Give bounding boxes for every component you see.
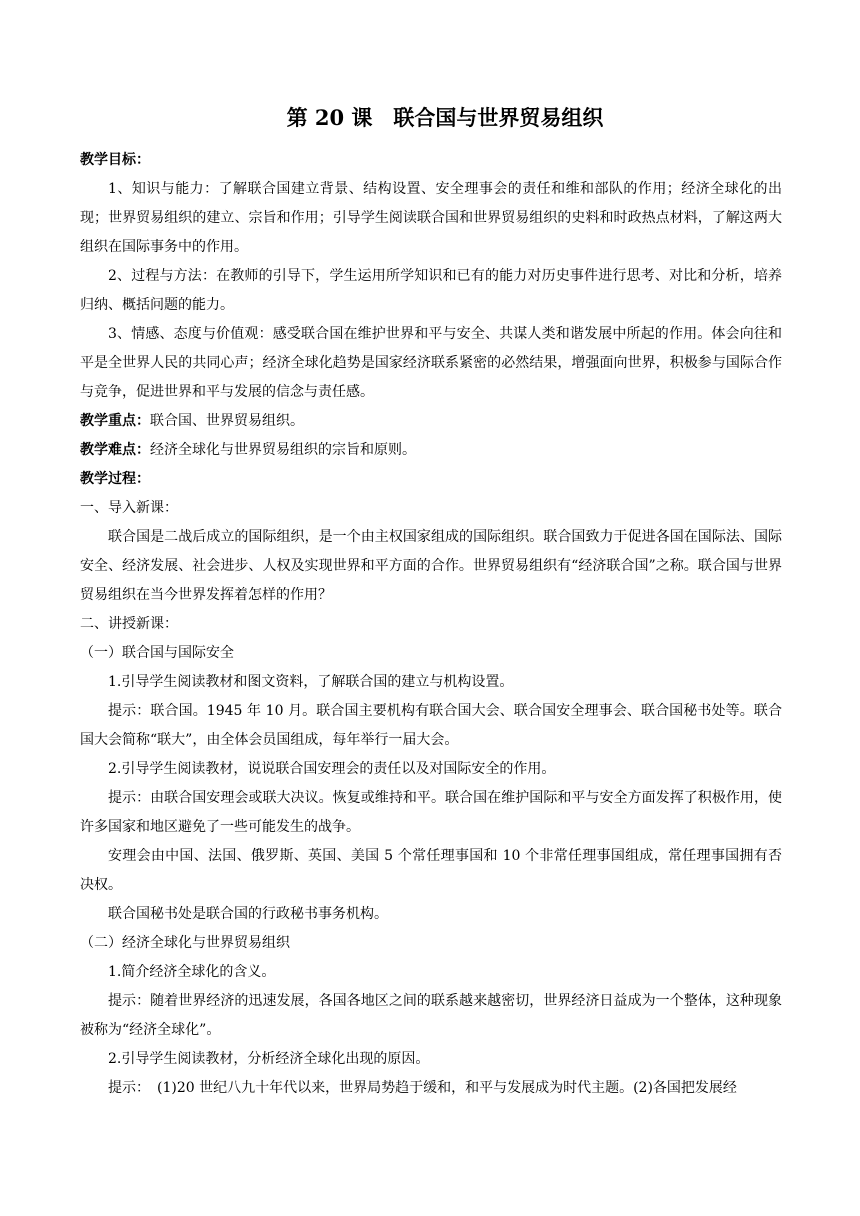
part2-paragraph: 提示： (1)20 世纪八九十年代以来，世界局势趋于缓和，和平与发展成为时代主题。(2)各国把发展经: [108, 1080, 737, 1096]
intro-heading: 一、导入新课：: [80, 500, 178, 516]
difficulties-text: 经济全球化与世界贸易组织的宗旨和原则。: [150, 442, 416, 458]
key-points: [80, 407, 782, 436]
part2-paragraph: 2.引导学生阅读教材，分析经济全球化出现的原因。: [108, 1051, 430, 1067]
key-points-text: 联合国、世界贸易组织。: [150, 413, 304, 429]
objective-values: 3、情感、态度与价值观：感受联合国在维护世界和平与安全、共谋人类和谐发展中所起的作用。体会向往和平是全世界人民的共同心声；经济全球化趋势是国家经济联系紧密的必然结果，增强面向世界，积极参与国际合作与竞争，促进世界和平与发展的信念与责任感。: [80, 326, 782, 400]
part2-paragraph: 提示：随着世界经济的迅速发展，各国各地区之间的联系越来越密切，世界经济日益成为一个整体，这种现象被称为“经济全球化”。: [80, 993, 782, 1038]
part1-paragraph: 提示：联合国。1945 年 10 月。联合国主要机构有联合国大会、联合国安全理事会、联合国秘书处等。联合国大会简称“联大”，由全体会员国组成，每年举行一届大会。: [80, 703, 782, 748]
part2-paragraph: 1.简介经济全球化的含义。: [108, 964, 276, 980]
objectives-heading: 教学目标：: [80, 152, 150, 168]
difficulties: [80, 436, 782, 465]
process-heading: 教学过程：: [80, 471, 150, 487]
part2-heading: （二）经济全球化与世界贸易组织: [80, 935, 290, 951]
part1-paragraph: 提示：由联合国安理会或联大决议。恢复或维持和平。联合国在维护国际和平与安全方面发挥了积极作用，使许多国家和地区避免了一些可能发生的战争。: [80, 790, 782, 835]
part1-paragraph: 联合国秘书处是联合国的行政秘书事务机构。: [108, 906, 388, 922]
objective-knowledge: 1、知识与能力：了解联合国建立背景、结构设置、安全理事会的责任和维和部队的作用；经济全球化的出现；世界贸易组织的建立、宗旨和作用；引导学生阅读联合国和世界贸易组织的史料和时政热点材料，了解这两大组织在国际事务中的作用。: [80, 181, 782, 255]
part1-paragraph: 2.引导学生阅读教材，说说联合国安理会的责任以及对国际安全的作用。: [108, 761, 556, 777]
page-title: 第 20 课 联合国与世界贸易组织: [286, 105, 604, 130]
teach-heading: 二、讲授新课：: [80, 616, 178, 632]
objective-process: 2、过程与方法：在教师的引导下，学生运用所学知识和已有的能力对历史事件进行思考、对比和分析，培养归纳、概括问题的能力。: [80, 268, 782, 313]
part1-paragraph: 1.引导学生阅读教材和图文资料，了解联合国的建立与机构设置。: [108, 674, 514, 690]
intro-text: 联合国是二战后成立的国际组织，是一个由主权国家组成的国际组织。联合国致力于促进各国在国际法、国际安全、经济发展、社会进步、人权及实现世界和平方面的合作。世界贸易组织有“经济联合国”之称。联合国与世界贸易组织在当今世界发挥着怎样的作用？: [80, 529, 782, 603]
key-points-label: 教学重点：: [80, 413, 150, 429]
document-body: [80, 104, 782, 1103]
difficulties-label: 教学难点：: [80, 442, 150, 458]
part1-heading: （一）联合国与国际安全: [80, 645, 234, 661]
part1-paragraph: 安理会由中国、法国、俄罗斯、英国、美国 5 个常任理事国和 10 个非常任理事国组成，常任理事国拥有否决权。: [80, 848, 782, 893]
